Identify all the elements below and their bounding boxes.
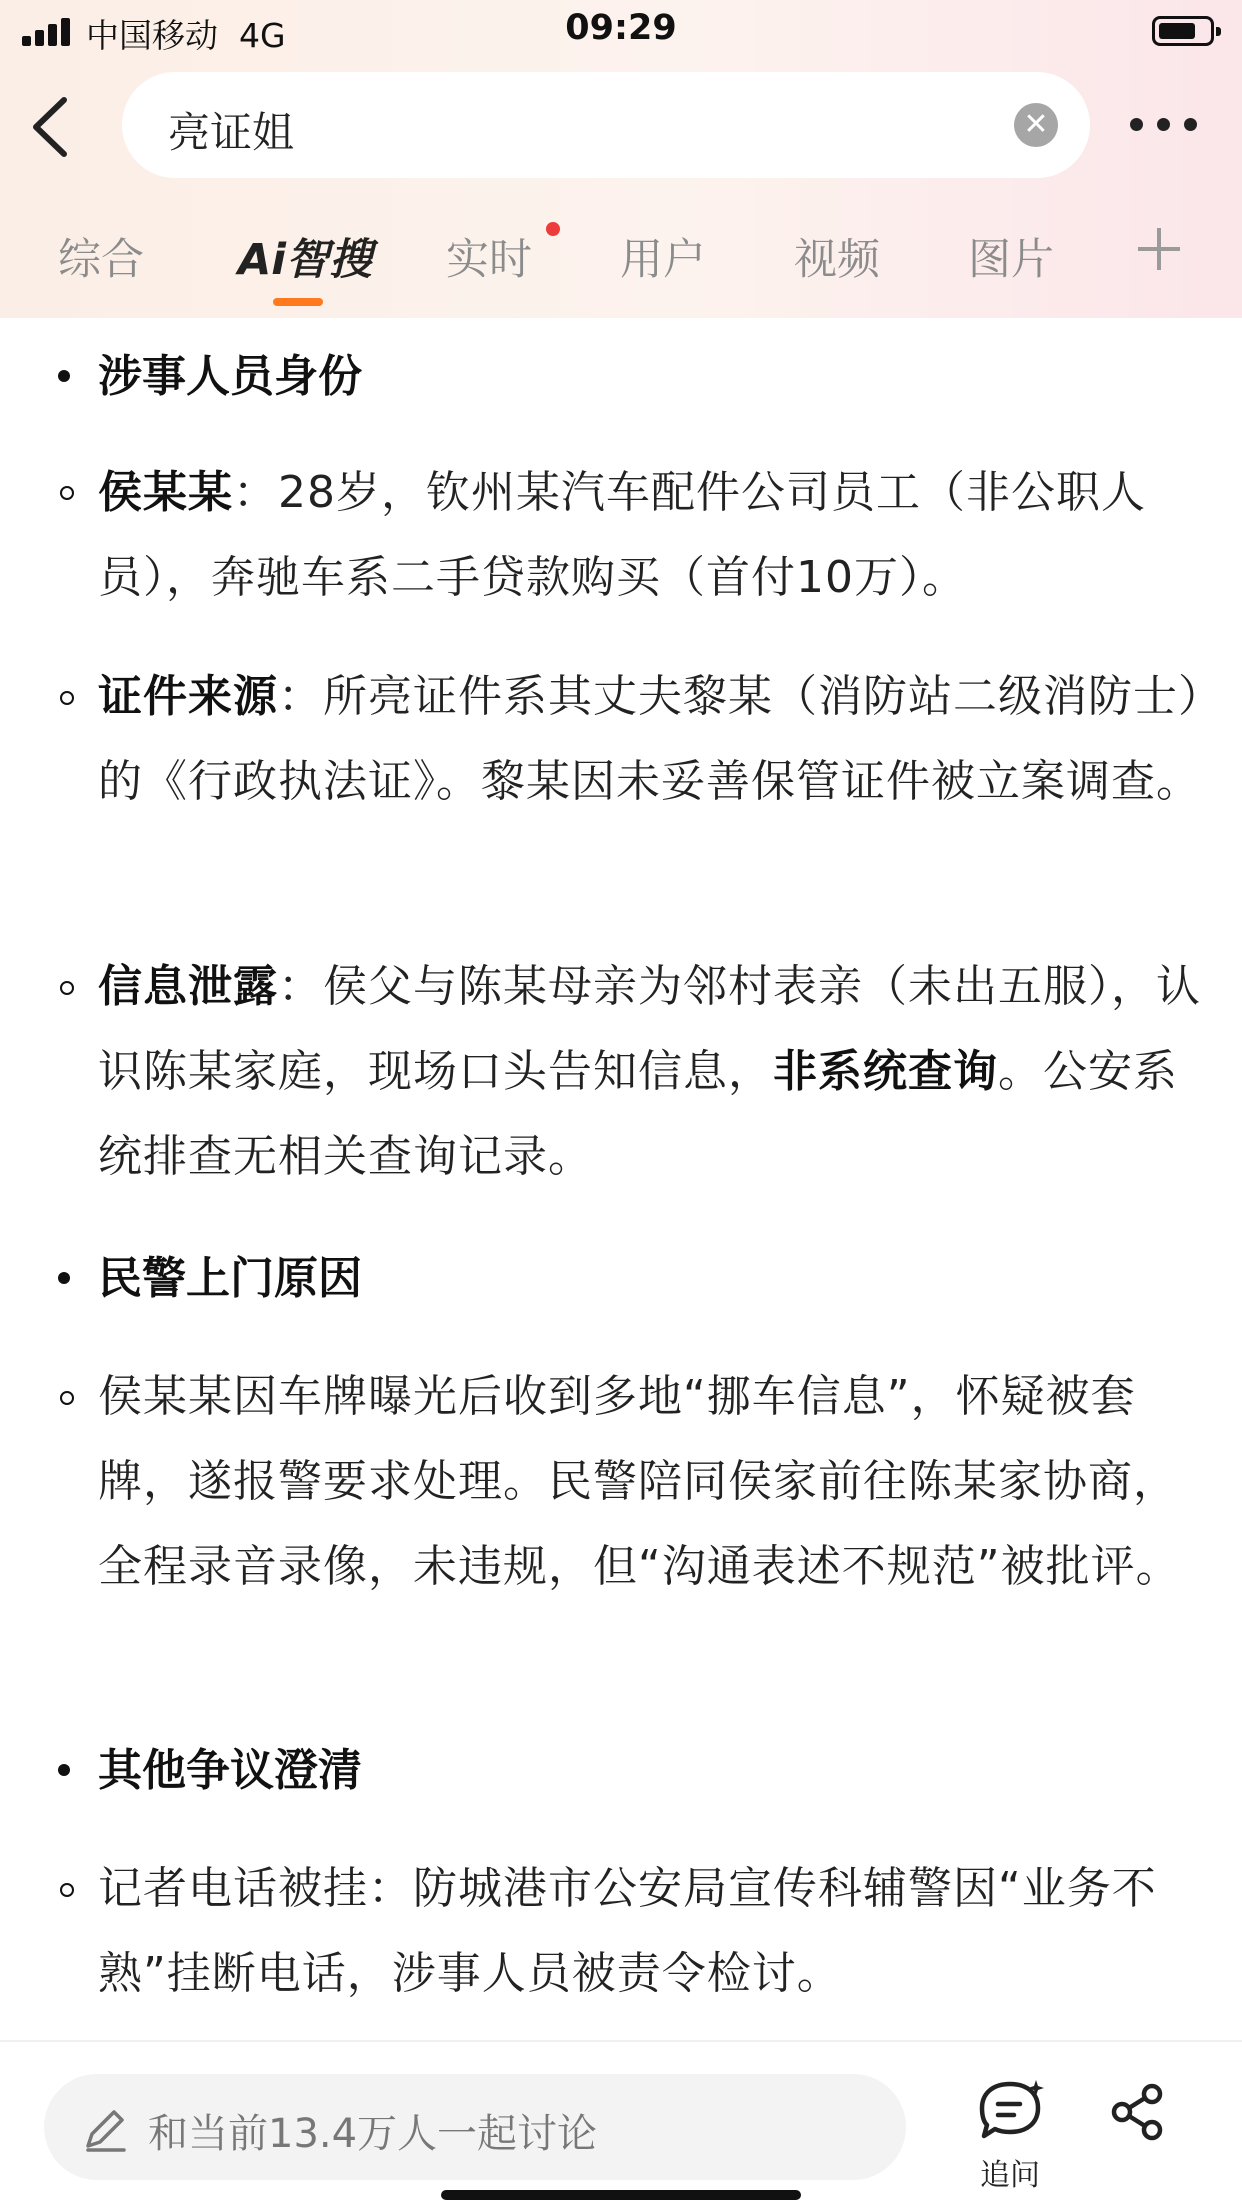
share-icon [1108, 2082, 1168, 2142]
item-bullet [60, 1391, 74, 1405]
section-bullet [58, 1764, 70, 1776]
tab-images[interactable]: 图片 [968, 235, 1054, 285]
tab-videos[interactable]: 视频 [794, 235, 880, 285]
header [0, 0, 1242, 318]
item-text: 所亮证件系其丈夫黎某（消防站二级消防士）的《行政执法证》。黎某因未妥善保管证件被立案调查。 [98, 671, 1201, 807]
back-button[interactable] [22, 92, 86, 162]
clear-icon[interactable]: ✕ [1014, 103, 1058, 147]
section-heading: 民警上门原因 [98, 1253, 362, 1304]
network-type: 4G [238, 16, 286, 55]
back-arrow-icon [22, 92, 86, 162]
item-police: 侯某某因车牌曝光后收到多地“挪车信息”，怀疑被套牌，遂报警要求处理。民警陪同侯家前往陈某家协商，全程录音录像，未违规，但“沟通表述不规范”被批评。 [98, 1371, 1181, 1592]
tab-users[interactable]: 用户 [620, 235, 706, 285]
item-bullet [60, 1883, 74, 1897]
item-label: 信息泄露 [98, 961, 278, 1012]
section-bullet [58, 370, 70, 382]
item-label: 证件来源 [98, 671, 278, 722]
item-hou [98, 450, 1208, 620]
tab-realtime[interactable]: 实时 [446, 235, 532, 285]
item-leak [98, 944, 1208, 1199]
item-separator: ： [278, 671, 323, 722]
ask-button[interactable] [970, 2078, 1050, 2193]
bottom-bar [0, 2040, 1242, 2210]
ask-label: 追问 [980, 2158, 1040, 2193]
realtime-red-dot [546, 222, 560, 236]
discuss-placeholder: 和当前13.4万人一起讨论 [148, 2111, 598, 2157]
battery-icon [1152, 16, 1214, 46]
carrier-name: 中国移动 [86, 16, 218, 55]
item-reporter: 记者电话被挂：防城港市公安局宣传科辅警因“业务不熟”挂断电话，涉事人员被责令检讨。 [98, 1863, 1157, 1999]
item-text: 28岁，钦州某汽车配件公司员工（非公职人员），奔驰车系二手贷款购买（首付10万）。 [98, 467, 1146, 603]
chat-ask-icon [970, 2078, 1050, 2142]
item-bullet [60, 981, 74, 995]
status-time: 09:29 [565, 8, 677, 48]
home-indicator [441, 2190, 801, 2200]
item-text: 。公安系统排查无相关查询记录。 [98, 1046, 1178, 1182]
share-button[interactable] [1108, 2082, 1168, 2142]
item-source [98, 654, 1208, 824]
discuss-input[interactable] [44, 2074, 906, 2180]
tab-bar [0, 222, 1242, 302]
item-separator: ： [233, 467, 278, 518]
more-icon[interactable] [1130, 112, 1200, 138]
section-heading: 涉事人员身份 [98, 351, 362, 402]
item-text: 侯父与陈某母亲为邻村表亲（未出五服），认识陈某家庭，现场口头告知信息， [98, 961, 1201, 1097]
search-input[interactable] [122, 72, 1090, 178]
plus-icon[interactable] [1138, 228, 1180, 270]
item-bullet [60, 691, 74, 705]
active-tab-indicator [273, 298, 323, 306]
status-bar [0, 0, 1242, 62]
item-separator: ： [278, 961, 323, 1012]
pencil-icon [80, 2104, 130, 2154]
item-bullet [60, 486, 74, 500]
section-bullet [58, 1272, 70, 1284]
section-heading: 其他争议澄清 [98, 1745, 362, 1796]
search-query: 亮证姐 [168, 108, 295, 157]
item-emphasis: 非系统查询 [773, 1046, 998, 1097]
tab-overview[interactable]: 综合 [58, 235, 144, 285]
tab-ai-search[interactable]: Ai智搜 [238, 235, 373, 285]
item-label: 侯某某 [98, 467, 233, 518]
